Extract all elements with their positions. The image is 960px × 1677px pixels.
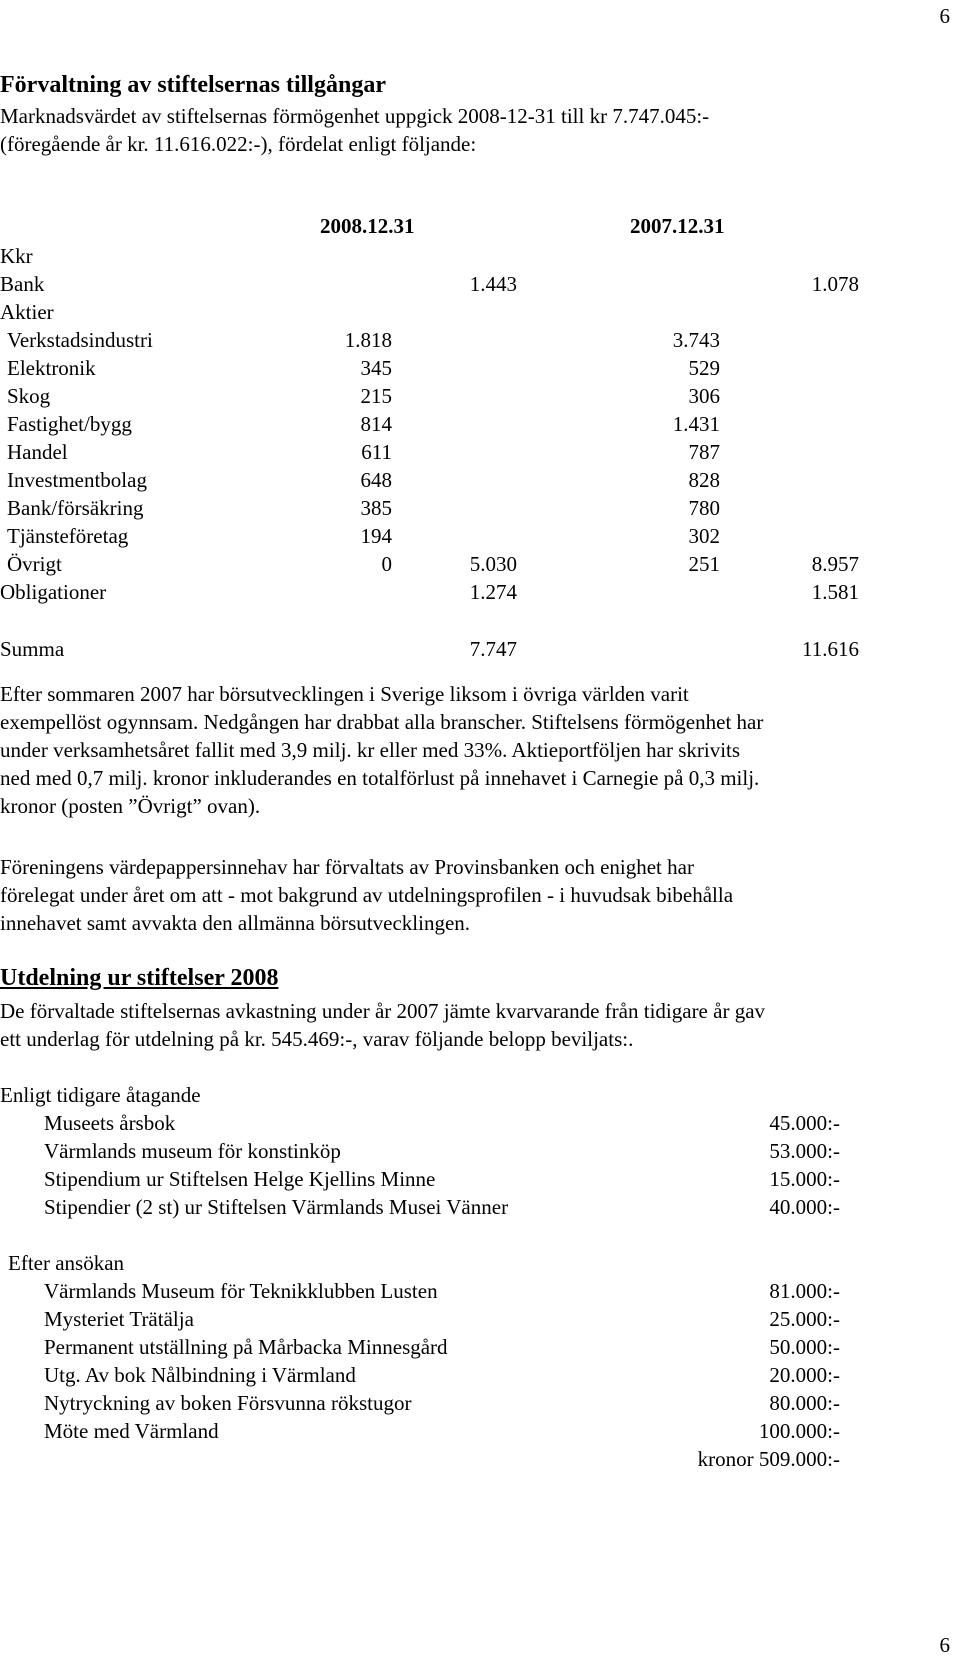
list-item xyxy=(0,1389,960,1417)
grant-amount: 25.000:- xyxy=(769,1307,840,1331)
table-row xyxy=(0,550,960,578)
row-label: Bank/försäkring xyxy=(7,496,144,520)
grant-name: Möte med Värmland xyxy=(44,1419,219,1443)
paragraph-line: Efter sommaren 2007 har börsutvecklingen i Sverige liksom i övriga världen varit xyxy=(0,682,689,706)
row-label: Handel xyxy=(7,440,68,464)
value-2008-sub: 1.818 xyxy=(344,328,392,352)
value-2008-total: 5.030 xyxy=(469,552,517,576)
table-row xyxy=(0,494,960,522)
page-number-bottom: 6 xyxy=(939,1633,950,1657)
table-row xyxy=(0,382,960,410)
list-item xyxy=(0,1137,960,1165)
grant-amount: 53.000:- xyxy=(769,1139,840,1163)
paragraph-line: De förvaltade stiftelsernas avkastning under år 2007 jämte kvarvarande från tidigare år gav xyxy=(0,999,766,1023)
value-2007-sub: 828 xyxy=(688,468,720,492)
row-label: Fastighet/bygg xyxy=(7,412,132,436)
grant-name: Utg. Av bok Nålbindning i Värmland xyxy=(44,1363,356,1387)
list-item xyxy=(0,1361,960,1389)
page-number-top: 6 xyxy=(939,4,950,28)
column-header-2008: 2008.12.31 xyxy=(320,214,415,238)
value-2007-sub: 251 xyxy=(688,552,720,576)
paragraph-line: ned med 0,7 milj. kronor inkluderandes en totalförlust på innehavet i Carnegie på 0,3 milj. xyxy=(0,766,760,790)
value-2007-sub: 529 xyxy=(688,356,720,380)
row-label: Tjänsteföretag xyxy=(7,524,129,548)
value-2007-total: 1.078 xyxy=(811,272,859,296)
value-2008-sub: 345 xyxy=(360,356,392,380)
grant-total-row xyxy=(0,1445,960,1473)
management-commentary xyxy=(0,853,960,937)
paragraph-line: förelegat under året om att - mot bakgrund av utdelningsprofilen - i huvudsak bibehålla xyxy=(0,883,734,907)
group-title-commitments: Enligt tidigare åtagande xyxy=(0,1083,201,1107)
grant-amount: 100.000:- xyxy=(758,1419,840,1443)
row-label: Aktier xyxy=(0,300,54,324)
table-row xyxy=(0,438,960,466)
paragraph-line: kronor (posten ”Övrigt” ovan). xyxy=(0,794,261,818)
assets-heading: Förvaltning av stiftelsernas tillgångar xyxy=(0,72,386,98)
table-unit-row xyxy=(0,242,960,270)
assets-intro-line: (föregående år kr. 11.616.022:-), fördelat enligt följande: xyxy=(0,132,477,156)
value-2007-sub: 302 xyxy=(688,524,720,548)
grant-amount: 15.000:- xyxy=(769,1167,840,1191)
row-label: Verkstadsindustri xyxy=(7,328,153,352)
group-title-applications: Efter ansökan xyxy=(8,1251,125,1275)
row-label: Elektronik xyxy=(7,356,96,380)
paragraph-line: exempellöst ogynnsam. Nedgången har drabbat alla branscher. Stiftelsens förmögenhet har xyxy=(0,710,764,734)
table-row xyxy=(0,410,960,438)
table-row xyxy=(0,466,960,494)
row-label: Investmentbolag xyxy=(7,468,147,492)
grant-amount: 40.000:- xyxy=(769,1195,840,1219)
grant-name: Nytryckning av boken Försvunna rökstugor xyxy=(44,1391,412,1415)
row-label: Bank xyxy=(0,272,45,296)
column-header-2007: 2007.12.31 xyxy=(630,214,725,238)
paragraph-line: under verksamhetsåret fallit med 3,9 milj. kr eller med 33%. Aktieportföljen har skrivits xyxy=(0,738,741,762)
list-item xyxy=(0,1417,960,1445)
grant-name: Permanent utställning på Mårbacka Minnesgård xyxy=(44,1335,448,1359)
list-item xyxy=(0,1193,960,1221)
value-2007-sub: 780 xyxy=(688,496,720,520)
sum-2007: 11.616 xyxy=(802,637,859,661)
grant-name: Stipendium ur Stiftelsen Helge Kjellins Minne xyxy=(44,1167,436,1191)
table-header xyxy=(0,212,960,240)
value-2008-sub: 194 xyxy=(360,524,392,548)
distribution-intro xyxy=(0,997,960,1053)
table-row xyxy=(0,522,960,550)
paragraph-line: innehavet samt avvakta den allmänna börsutvecklingen. xyxy=(0,911,471,935)
market-commentary xyxy=(0,680,960,820)
table-row xyxy=(0,354,960,382)
value-2008-sub: 215 xyxy=(360,384,392,408)
value-2008-sub: 0 xyxy=(381,552,392,576)
list-item xyxy=(0,1165,960,1193)
grant-name: Museets årsbok xyxy=(44,1111,176,1135)
list-item xyxy=(0,1277,960,1305)
paragraph-line: ett underlag för utdelning på kr. 545.469:-, varav följande belopp beviljats:. xyxy=(0,1027,634,1051)
sum-2008: 7.747 xyxy=(469,637,517,661)
assets-intro xyxy=(0,102,960,158)
value-2007-sub: 787 xyxy=(688,440,720,464)
grant-name: Mysteriet Trätälja xyxy=(44,1307,194,1331)
row-label: Skog xyxy=(7,384,51,408)
paragraph-line: Föreningens värdepappersinnehav har förvaltats av Provinsbanken och enighet har xyxy=(0,855,694,879)
value-2008-sub: 648 xyxy=(360,468,392,492)
value-2007-sub: 1.431 xyxy=(672,412,720,436)
value-2008-total: 1.443 xyxy=(469,272,517,296)
distribution-heading: Utdelning ur stiftelser 2008 xyxy=(0,965,279,991)
grant-amount: 45.000:- xyxy=(769,1111,840,1135)
value-2008-sub: 385 xyxy=(360,496,392,520)
grant-name: Värmlands Museum för Teknikklubben Lusten xyxy=(44,1279,438,1303)
value-2008-total: 1.274 xyxy=(469,580,517,604)
grant-amount: 80.000:- xyxy=(769,1391,840,1415)
grant-amount: 50.000:- xyxy=(769,1335,840,1359)
grant-amount: 20.000:- xyxy=(769,1363,840,1387)
assets-intro-line: Marknadsvärdet av stiftelsernas förmögenhet uppgick 2008-12-31 till kr 7.747.045:- xyxy=(0,104,710,128)
table-sum-row xyxy=(0,635,960,663)
value-2008-sub: 814 xyxy=(360,412,392,436)
table-row xyxy=(0,270,960,298)
grant-total: kronor 509.000:- xyxy=(697,1447,840,1471)
table-row xyxy=(0,578,960,606)
value-2008-sub: 611 xyxy=(361,440,392,464)
value-2007-sub: 3.743 xyxy=(672,328,720,352)
value-2007-total: 1.581 xyxy=(811,580,859,604)
unit-label: Kkr xyxy=(0,244,33,268)
sum-label: Summa xyxy=(0,637,65,661)
grant-name: Värmlands museum för konstinköp xyxy=(44,1139,341,1163)
row-label: Obligationer xyxy=(0,580,107,604)
value-2007-sub: 306 xyxy=(688,384,720,408)
row-label: Övrigt xyxy=(7,552,62,576)
list-item xyxy=(0,1109,960,1137)
value-2007-total: 8.957 xyxy=(811,552,859,576)
list-item xyxy=(0,1305,960,1333)
grant-name: Stipendier (2 st) ur Stiftelsen Värmlands Musei Vänner xyxy=(44,1195,509,1219)
table-row xyxy=(0,298,960,326)
table-row xyxy=(0,326,960,354)
list-item xyxy=(0,1333,960,1361)
grant-amount: 81.000:- xyxy=(769,1279,840,1303)
